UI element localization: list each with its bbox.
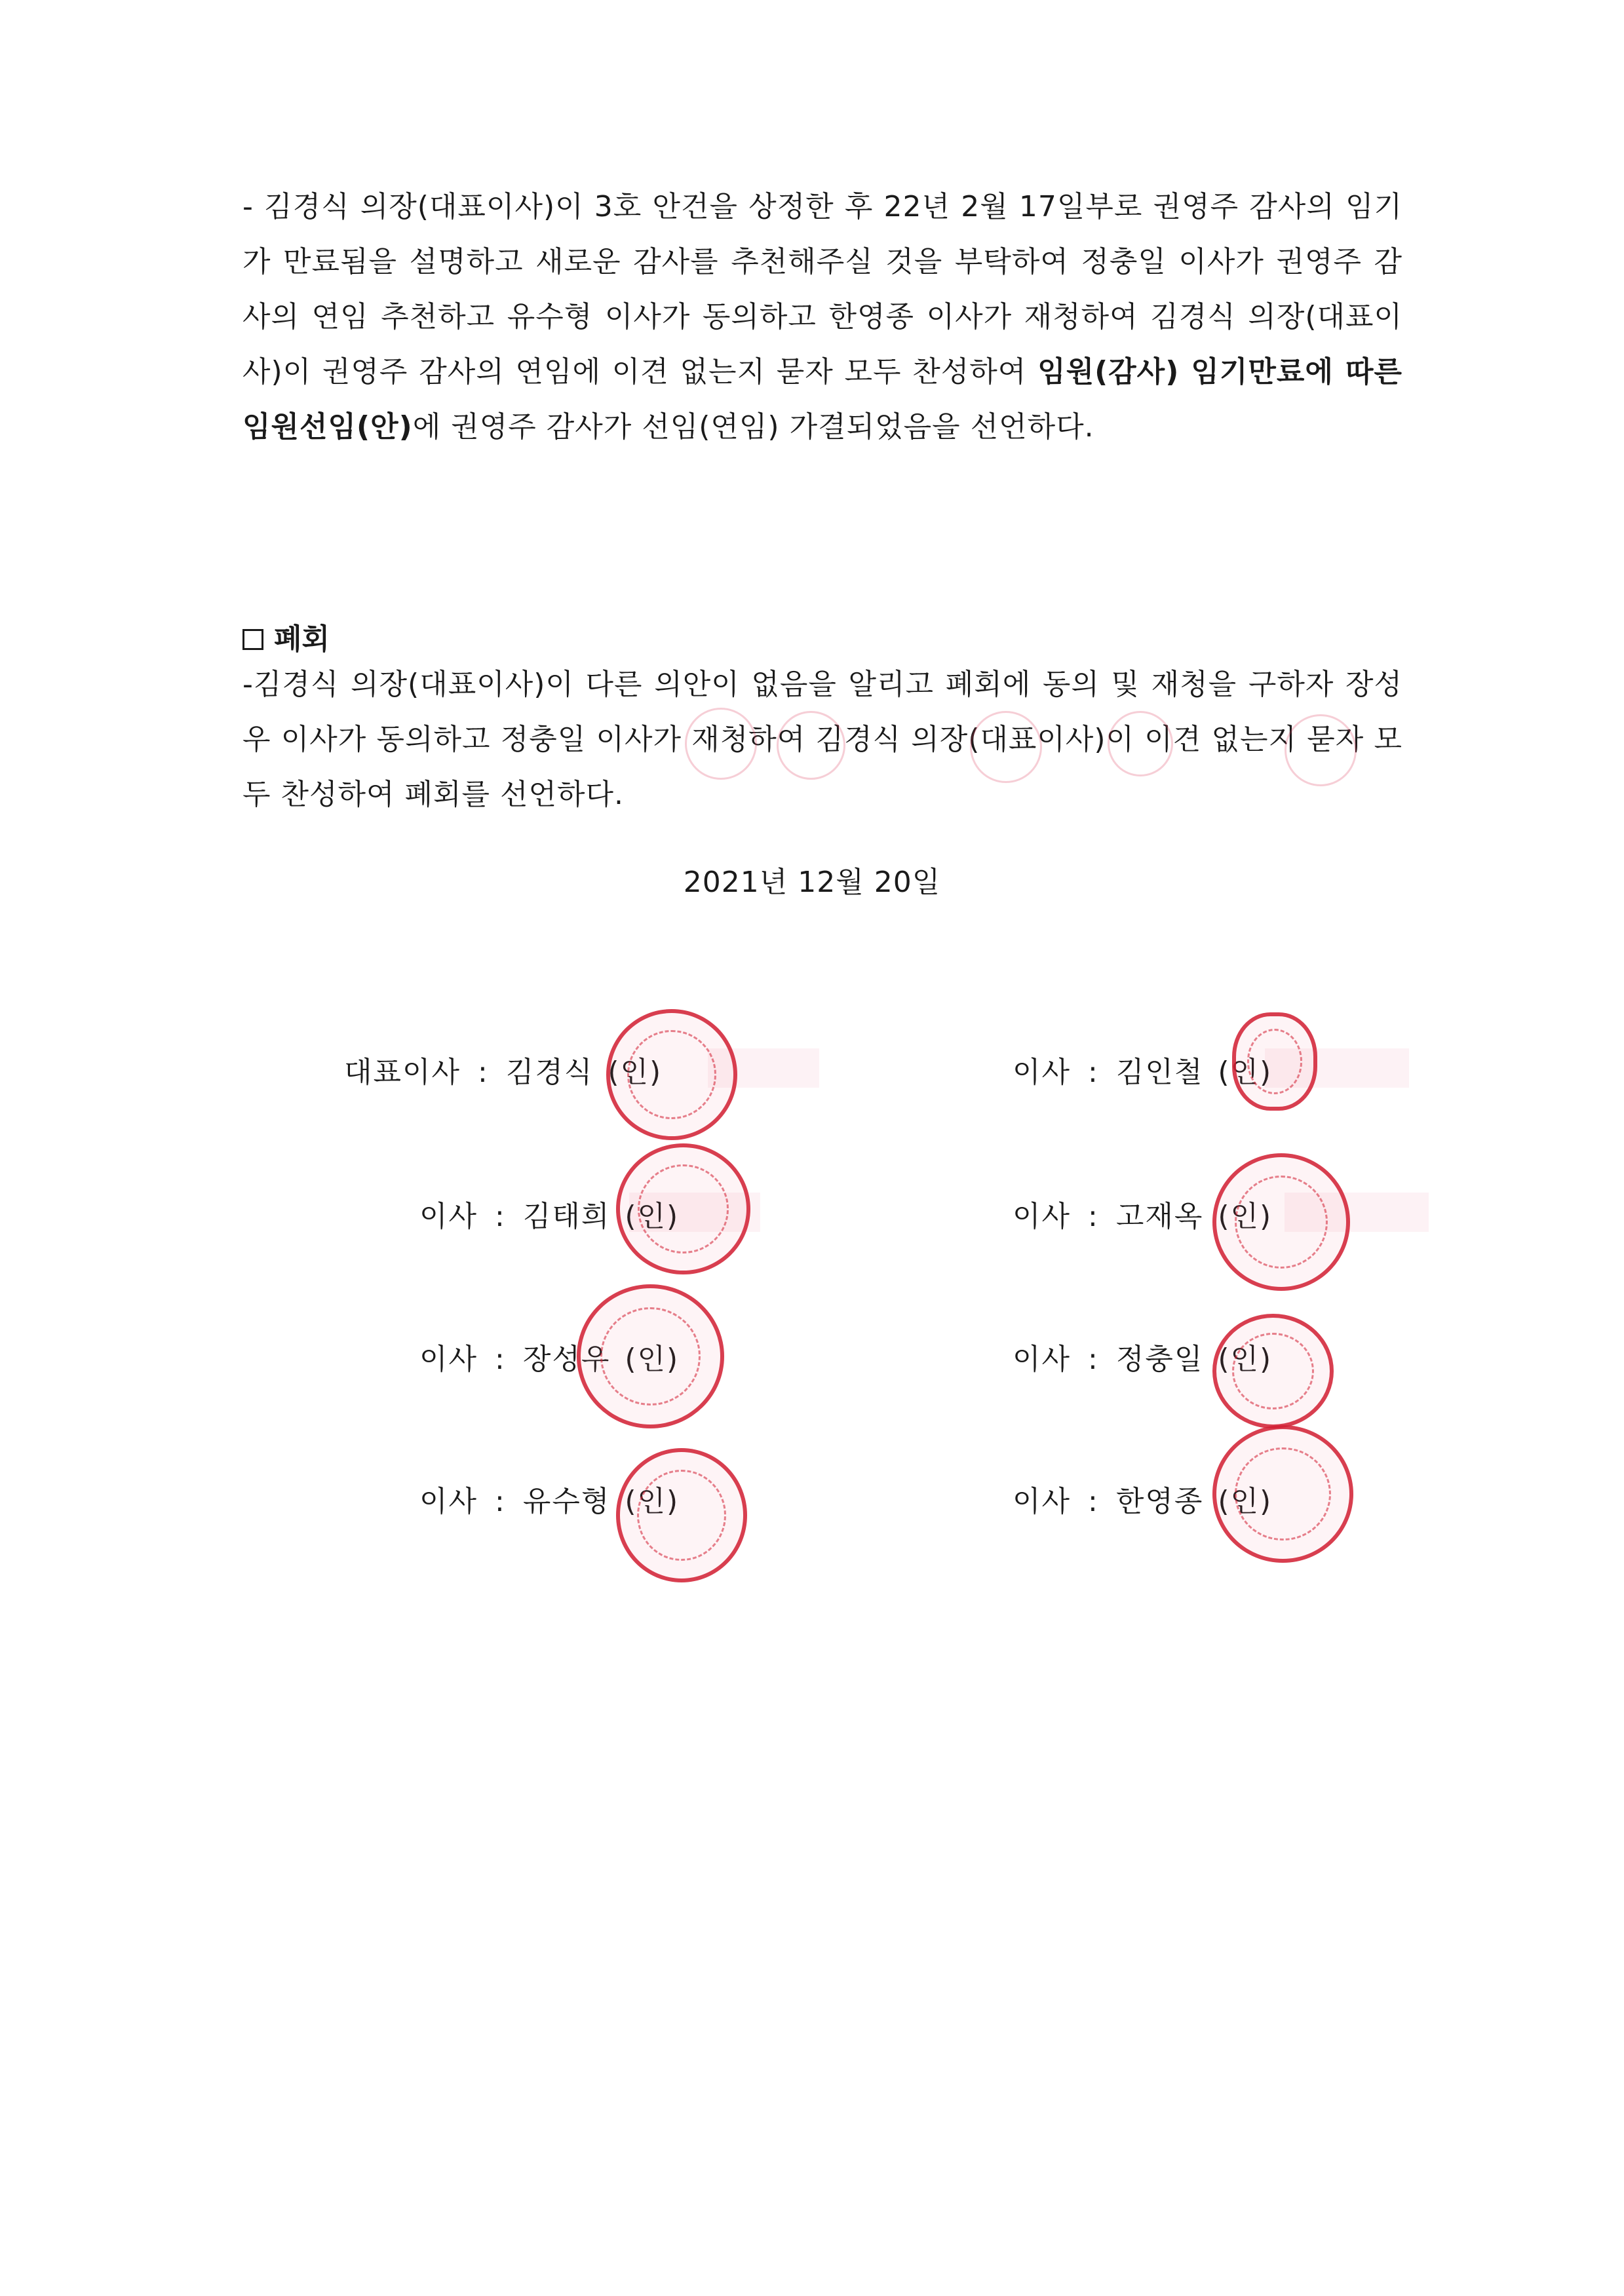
seal-stamp (616, 1143, 750, 1274)
agenda3-text: - 김경식 의장(대표이사)이 3호 안건을 상정한 후 22년 2월 17일부로 권영주 감사의 임기가 만료됨을 설명하고 새로운 감사를 추천해주실 것을 부탁하여 정충일 이사가 권영주 감사의 연임 추천하고 유수형 이사가 동의하고 한영종 이사가 재청하여 김경식 의장(대표이사)이 권영주 감사의 연임에 이견 없는지 묻자 모두 찬성하여 (242, 190, 1402, 389)
seal-stamp (1212, 1425, 1353, 1563)
signatory-separator: : (478, 1056, 489, 1089)
signatory-role: 이사 (1013, 1200, 1072, 1233)
seal-placeholder: (인) (1218, 1485, 1273, 1518)
seal-stamp-inner (638, 1164, 729, 1253)
seal-bleed-mark (1285, 714, 1357, 786)
seal-stamp-inner (1235, 1176, 1328, 1269)
agenda3-paragraph (242, 180, 1402, 455)
signatory-name: 정충일 (1115, 1343, 1204, 1376)
seal-stamp (1212, 1314, 1334, 1428)
seal-placeholder: (인) (625, 1485, 680, 1518)
signatory-role: 이사 (419, 1200, 478, 1233)
signatory-name: 김경식 (505, 1056, 594, 1089)
seal-stamp (577, 1284, 724, 1428)
checkbox-square-icon (242, 629, 263, 650)
signatory-separator: : (495, 1485, 506, 1518)
signatory-separator: : (1088, 1056, 1099, 1089)
signatory-role: 대표이사 (344, 1056, 461, 1089)
seal-placeholder: (인) (608, 1056, 663, 1089)
signatory-separator: : (495, 1343, 506, 1376)
agenda3-bold-title: 임원(감사) 임기만료에 따른 임원선임(안) (242, 355, 1402, 444)
seal-stamp-inner (1247, 1029, 1303, 1094)
document-date: 2021년 12월 20일 (683, 866, 941, 899)
closing-heading (242, 620, 330, 659)
signatory-role: 이사 (1013, 1485, 1072, 1518)
signatory-name: 장성우 (522, 1343, 611, 1376)
seal-stamp-inner (1235, 1447, 1330, 1541)
signatory-role: 이사 (419, 1485, 478, 1518)
signatory-role: 이사 (1013, 1056, 1072, 1089)
seal-placeholder: (인) (625, 1200, 680, 1233)
closing-heading-label: 폐회 (274, 622, 330, 656)
seal-stamp-inner (627, 1030, 716, 1119)
seal-placeholder: (인) (1218, 1056, 1273, 1089)
signatory-name: 고재옥 (1115, 1200, 1204, 1233)
seal-stamp (606, 1009, 737, 1140)
seal-placeholder: (인) (625, 1343, 680, 1376)
seal-bleed-mark (1108, 711, 1173, 776)
signatory-role: 이사 (419, 1343, 478, 1376)
seal-stamp (1212, 1153, 1350, 1291)
agenda3-text-end: 에 권영주 감사가 선임(연임) 가결되었음을 선언하다. (412, 410, 1094, 444)
signatory-name: 한영종 (1115, 1485, 1204, 1518)
seal-stamp-inner (1232, 1333, 1314, 1409)
seal-bleed-mark (685, 708, 757, 780)
seal-stamp (1232, 1012, 1317, 1111)
signatory-name: 김태희 (522, 1200, 611, 1233)
signatory-name: 김인철 (1115, 1056, 1204, 1089)
seal-stamp (616, 1448, 747, 1582)
signatory-separator: : (495, 1200, 506, 1233)
signatory-separator: : (1088, 1200, 1099, 1233)
signatory-name: 유수형 (522, 1485, 611, 1518)
seal-placeholder: (인) (1218, 1200, 1273, 1233)
seal-bleed-mark (777, 711, 845, 780)
seal-placeholder: (인) (1218, 1343, 1273, 1376)
signatory-separator: : (1088, 1343, 1099, 1376)
signatory-separator: : (1088, 1485, 1099, 1518)
seal-stamp-inner (637, 1470, 725, 1561)
seal-bleed-mark (970, 711, 1042, 783)
signatory-role: 이사 (1013, 1343, 1072, 1376)
seal-stamp-inner (600, 1307, 701, 1406)
closing-paragraph: -김경식 의장(대표이사)이 다른 의안이 없음을 알리고 폐회에 동의 및 재청을 구하자 장성우 이사가 동의하고 정충일 이사가 재청하여 김경식 의장(대표이사)이 이견 없는지 묻자 모두 찬성하여 폐회를 선언하다. (242, 668, 1402, 811)
